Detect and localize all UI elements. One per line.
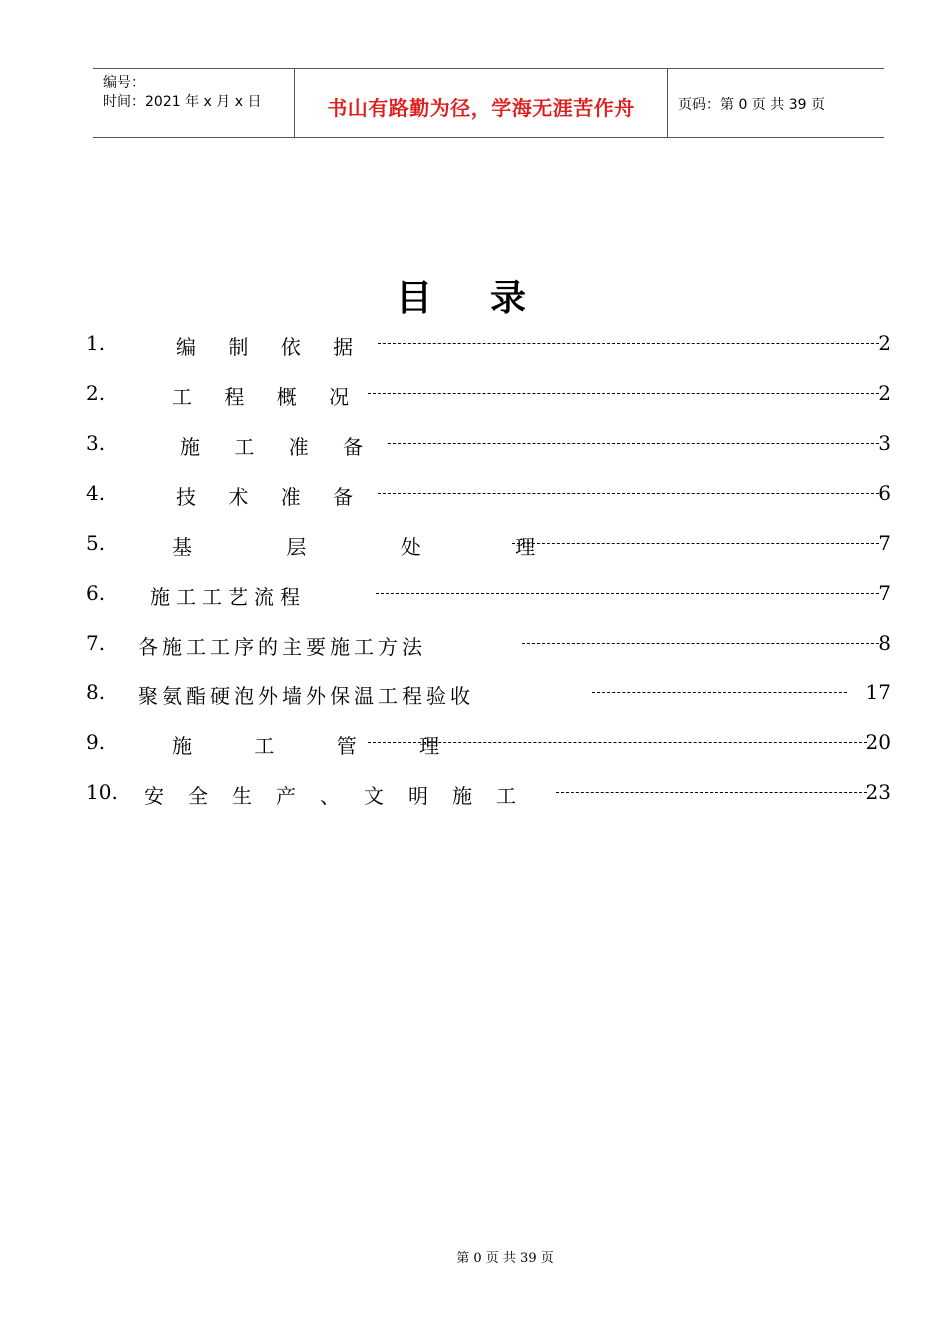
- toc-entry-number: 1.: [86, 331, 106, 355]
- toc-entry-number: 4.: [86, 481, 106, 505]
- motto-text: 书山有路勤为径，学海无涯苦作舟: [327, 96, 635, 120]
- toc-leader: [378, 481, 879, 505]
- toc-leader: [556, 780, 867, 804]
- toc-leader: [368, 730, 867, 754]
- header-page-cell: [668, 69, 884, 137]
- toc-entry: [86, 431, 891, 461]
- toc-entry-number: 7.: [86, 631, 106, 655]
- toc-entry-page: 20: [865, 730, 891, 754]
- header-meta-cell: [93, 69, 295, 137]
- toc-entry-text: 各施工工序的主要施工方法: [138, 635, 426, 659]
- toc-entry-number: 2.: [86, 381, 106, 405]
- toc-entry-text: 编 制 依 据: [176, 335, 367, 359]
- toc-entry: [86, 730, 891, 760]
- toc-entry: [86, 680, 891, 710]
- toc-entry-text: 工 程 概 况: [172, 385, 363, 409]
- toc-entry-page: 6: [878, 481, 891, 505]
- toc-entry: [86, 581, 891, 611]
- toc-entry-page: 17: [865, 680, 891, 704]
- toc-entry: [86, 631, 891, 661]
- toc-entry-text: 施 工 管 理: [172, 734, 468, 758]
- toc-entry-text: 基 层 处 理: [172, 535, 580, 559]
- toc-entry-number: 8.: [86, 680, 106, 704]
- toc-entry-number: 5.: [86, 531, 106, 555]
- toc-entry: [86, 381, 891, 411]
- toc-entry-text: 聚氨酯硬泡外墙外保温工程验收: [138, 684, 474, 708]
- header-motto-cell: [295, 69, 668, 137]
- toc-entry-number: 6.: [86, 581, 106, 605]
- toc-leader: [378, 331, 879, 355]
- toc-entry-text: 施工工艺流程: [150, 585, 306, 609]
- page-footer: 第 0 页 共 39 页: [456, 1251, 554, 1266]
- toc-entry-number: 9.: [86, 730, 106, 754]
- toc-entry-text: 技 术 准 备: [176, 485, 367, 509]
- toc-leader: [368, 381, 879, 405]
- toc-entry-page: 8: [878, 631, 891, 655]
- toc-entry-page: 2: [878, 331, 891, 355]
- toc-leader: [592, 680, 847, 704]
- time-label: 时间：2021 年 x 月 x 日: [103, 94, 262, 110]
- toc-entry-page: 2: [878, 381, 891, 405]
- toc-leader: [388, 431, 879, 455]
- toc-entry-page: 7: [878, 531, 891, 555]
- toc-entry-number: 3.: [86, 431, 106, 455]
- toc-entry: [86, 780, 891, 810]
- toc-entry-text: 安全生产、文明施工: [144, 784, 540, 808]
- code-label: 编号：: [103, 75, 145, 91]
- toc-entry: [86, 481, 891, 511]
- header-page-info: 页码：第 0 页 共 39 页: [678, 97, 825, 113]
- header-table: [93, 68, 884, 138]
- toc-entry-page: 23: [865, 780, 891, 804]
- toc-leader: [522, 631, 879, 655]
- toc-entry-page: 7: [878, 581, 891, 605]
- toc-entry-page: 3: [878, 431, 891, 455]
- toc-entry: [86, 331, 891, 361]
- toc-leader: [512, 531, 879, 555]
- toc-entry: [86, 531, 891, 561]
- toc-title: 目录: [395, 278, 584, 319]
- toc-leader: [376, 581, 879, 605]
- toc-entry-number: 10.: [86, 780, 118, 804]
- toc-entry-text: 施 工 准 备: [180, 435, 378, 459]
